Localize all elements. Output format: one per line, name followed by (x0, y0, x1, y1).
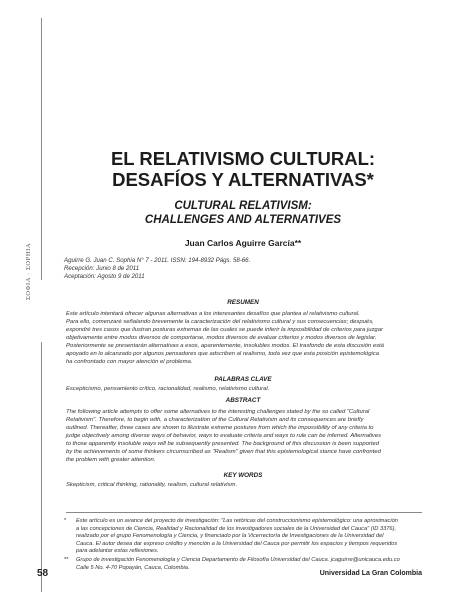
abstract-line: judge objectively among diverse ways of behavior, ways to evaluate criteria and ways to rule can be inferred. Alternatives (66, 433, 382, 439)
palabras-clave-line: Escepticismo, pensamiento crítico, racionalidad, realismo, relativismo cultural. (66, 386, 270, 392)
footnote-line: realizado por el grupo Fenomenología y Ciencia, y financiado por la Vicerrectoría de Investigaciones de la Universidad del (76, 533, 384, 540)
resumen-line: ha confrontado con mayor atención el problema. (66, 359, 193, 365)
footnote-1 (64, 518, 422, 558)
abstract-line: by the achievements of some thinkers circumscribed as "Realism" given that this epistemological stance have confronted (66, 449, 381, 455)
footnote-line: Calle 5 No. 4-70 Popayán, Cauca, Colombia. (76, 564, 190, 571)
side-rule-top (41, 18, 42, 280)
abstract-line: The following article attempts to offer some alternatives to the interesting challenges stated by the so called "Cultural (66, 409, 370, 415)
resumen-line: Este artículo intentará ofrecer algunas alternativas a los interesantes desafíos que plantea el relativismo cultural. (66, 311, 360, 317)
journal-side-rule (24, 0, 60, 613)
article-title (64, 148, 422, 190)
resumen-line: Para ello, comenzaré señalando brevemente la caracterización del relativismo cultural y sus consecuencias; después, (66, 319, 374, 325)
palabras-clave-heading: PALABRAS CLAVE (214, 376, 272, 383)
footnote-line: Grupo de investigación Fenomenología y Ciencia Departamento de Filosofía Universidad del Cauca. jcaguirre@unicauca.edu.co (76, 557, 400, 563)
subtitle-line: CULTURAL RELATIVISM: (174, 200, 312, 212)
resumen-line: Posteriormente se presentarán alternativas a esos, aparentemente, insolubles modos. El trasfondo de esta discusión está (66, 343, 384, 349)
article-subtitle (64, 199, 422, 227)
journal-vertical-label: ΣOΦIA · ΣOPHIA (25, 242, 32, 300)
footnote-line: Cauca. El autor desea dar expreso crédito y mención a la Universidad del Cauca por permitir los espacios y tiempos requeridos (76, 540, 398, 547)
footnote-line: a las concepciones de Ciencia, Realidad y Racionalidad de los investigadores sociales de la Universidad del Cauca" (ID 3376), (76, 525, 397, 532)
key-words-text (66, 481, 420, 489)
page-number: 58 (37, 568, 49, 579)
title-line: EL RELATIVISMO CULTURAL: (110, 148, 376, 169)
institution-name: Universidad La Gran Colombia (319, 570, 422, 577)
footnote-mark: * (64, 518, 67, 524)
resumen-body (66, 310, 420, 366)
footnote-mark: ** (64, 557, 69, 563)
key-words-heading: KEY WORDS (223, 472, 263, 479)
side-rule-bottom (41, 342, 42, 592)
abstract-line: to those apparently insoluble ways will be subsequently presented. The background of this discussion is been supported (66, 441, 380, 447)
subtitle-line: CHALLENGES AND ALTERNATIVES (144, 214, 342, 226)
accepted-date: Aceptación: Agosto 9 de 2011 (64, 273, 145, 280)
citation-text: Aguirre G. Juan C. Sophia N° 7 - 2011. ISSN: 194-8932 Págs. 58-66. (64, 257, 251, 264)
footnote-line: para adelantar estas reflexiones. (76, 548, 159, 555)
resumen-line: objetivamente entre modos diversos de comportarse, modos diversos de evaluar criterios y modos diversos de legislar. (66, 335, 377, 341)
author-name: Juan Carlos Aguirre García** (184, 238, 302, 248)
palabras-clave-text (66, 385, 420, 393)
abstract-heading: ABSTRACT (225, 397, 261, 404)
resumen-line: apoyado en lo alcanzado por algunos pensadores que adscriben al realismo, toda vez que esta posición epistemológica (66, 351, 380, 357)
footnote-divider (66, 512, 422, 513)
abstract-line: Relativism". Therefore, to begin with, a characterization of the Cultural Relativism and its consequences are briefly (66, 417, 364, 423)
title-line: DESAFÍOS Y ALTERNATIVAS* (112, 169, 374, 190)
footnote-line: Este artículo es un avance del proyecto de investigación: "Las retóricas del construccionismo epistemológico: una aproximación (76, 518, 398, 524)
resumen-heading: RESUMEN (227, 299, 259, 306)
resumen-line: expondré tres casos que ilustran posturas extremas de las cuales se puede inferir la imposibilidad de criterios para juzgar (66, 327, 383, 333)
abstract-line: the problem with greater attention. (66, 457, 156, 463)
abstract-body (66, 408, 420, 464)
key-words-line: Skepticism, critical thinking, rationality, realism, cultural relativism. (66, 482, 238, 488)
footnote-body (76, 518, 422, 556)
abstract-line: outlined. Thereafter, three cases are shown to illustrate extreme postures from which the impossibility of any criteria to (66, 425, 374, 431)
citation-block (64, 257, 422, 281)
received-date: Recepción: Junio 8 de 2011 (64, 265, 140, 272)
